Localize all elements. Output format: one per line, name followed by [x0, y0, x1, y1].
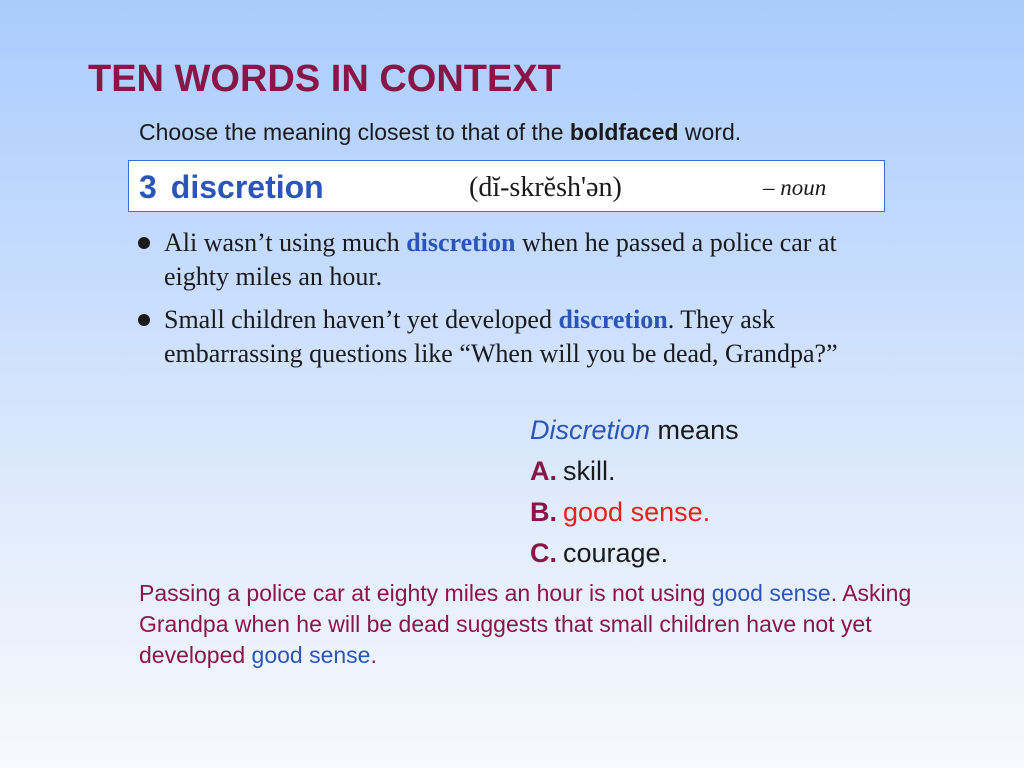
word-term: discretion [170, 169, 324, 205]
word-part-of-speech: – noun [763, 175, 827, 200]
option-a[interactable] [530, 455, 616, 487]
option-letter: C. [530, 538, 557, 568]
instruction-after: word. [678, 119, 742, 145]
option-b[interactable] [530, 496, 710, 528]
example-after: when he passed a police car at eighty miles an hour. [164, 228, 837, 291]
example-highlight: discretion [558, 305, 668, 334]
example-highlight: discretion [406, 228, 516, 257]
instruction-before: Choose the meaning closest to that of the [139, 119, 570, 145]
bullet-icon [138, 237, 150, 249]
option-text: courage. [563, 538, 669, 568]
option-text: good sense. [563, 497, 711, 527]
example-before: Ali wasn’t using much [164, 228, 407, 257]
example-before: Small children haven’t yet developed [164, 305, 559, 334]
option-c[interactable] [530, 537, 668, 569]
example-sentence-1 [138, 226, 898, 294]
word-pronunciation: (dĭ-skrĕsh'ən) [469, 172, 622, 203]
example-sentence-2 [138, 303, 898, 371]
explanation-line1-after: . [830, 580, 838, 606]
question-word: Discretion [530, 415, 651, 445]
word-number: 3 [139, 169, 157, 205]
instruction-bold: boldfaced [569, 119, 679, 145]
option-letter: B. [530, 497, 557, 527]
question-prompt [530, 414, 739, 446]
option-letter: A. [530, 456, 557, 486]
bullet-icon [138, 314, 150, 326]
vocabulary-word-box [128, 160, 885, 212]
instruction-text [139, 118, 741, 146]
option-text: skill. [563, 456, 616, 486]
example-text [164, 226, 898, 294]
answer-explanation [139, 578, 939, 671]
example-text [164, 303, 898, 371]
question-rest: means [650, 415, 739, 445]
explanation-line2-highlight: good sense [251, 642, 371, 668]
explanation-line2-after: . [370, 642, 377, 668]
word-heading [139, 169, 324, 205]
explanation-line2-before: Asking Grandpa when he will be dead suggests that small children have not yet developed [139, 580, 912, 668]
explanation-line1-highlight: good sense [711, 580, 831, 606]
explanation-line1-before: Passing a police car at eighty miles an hour is not using [139, 580, 712, 606]
example-after: . They ask embarrassing questions like “When will you be dead, Grandpa?” [164, 305, 838, 368]
slide-title: TEN WORDS IN CONTEXT [88, 58, 561, 100]
